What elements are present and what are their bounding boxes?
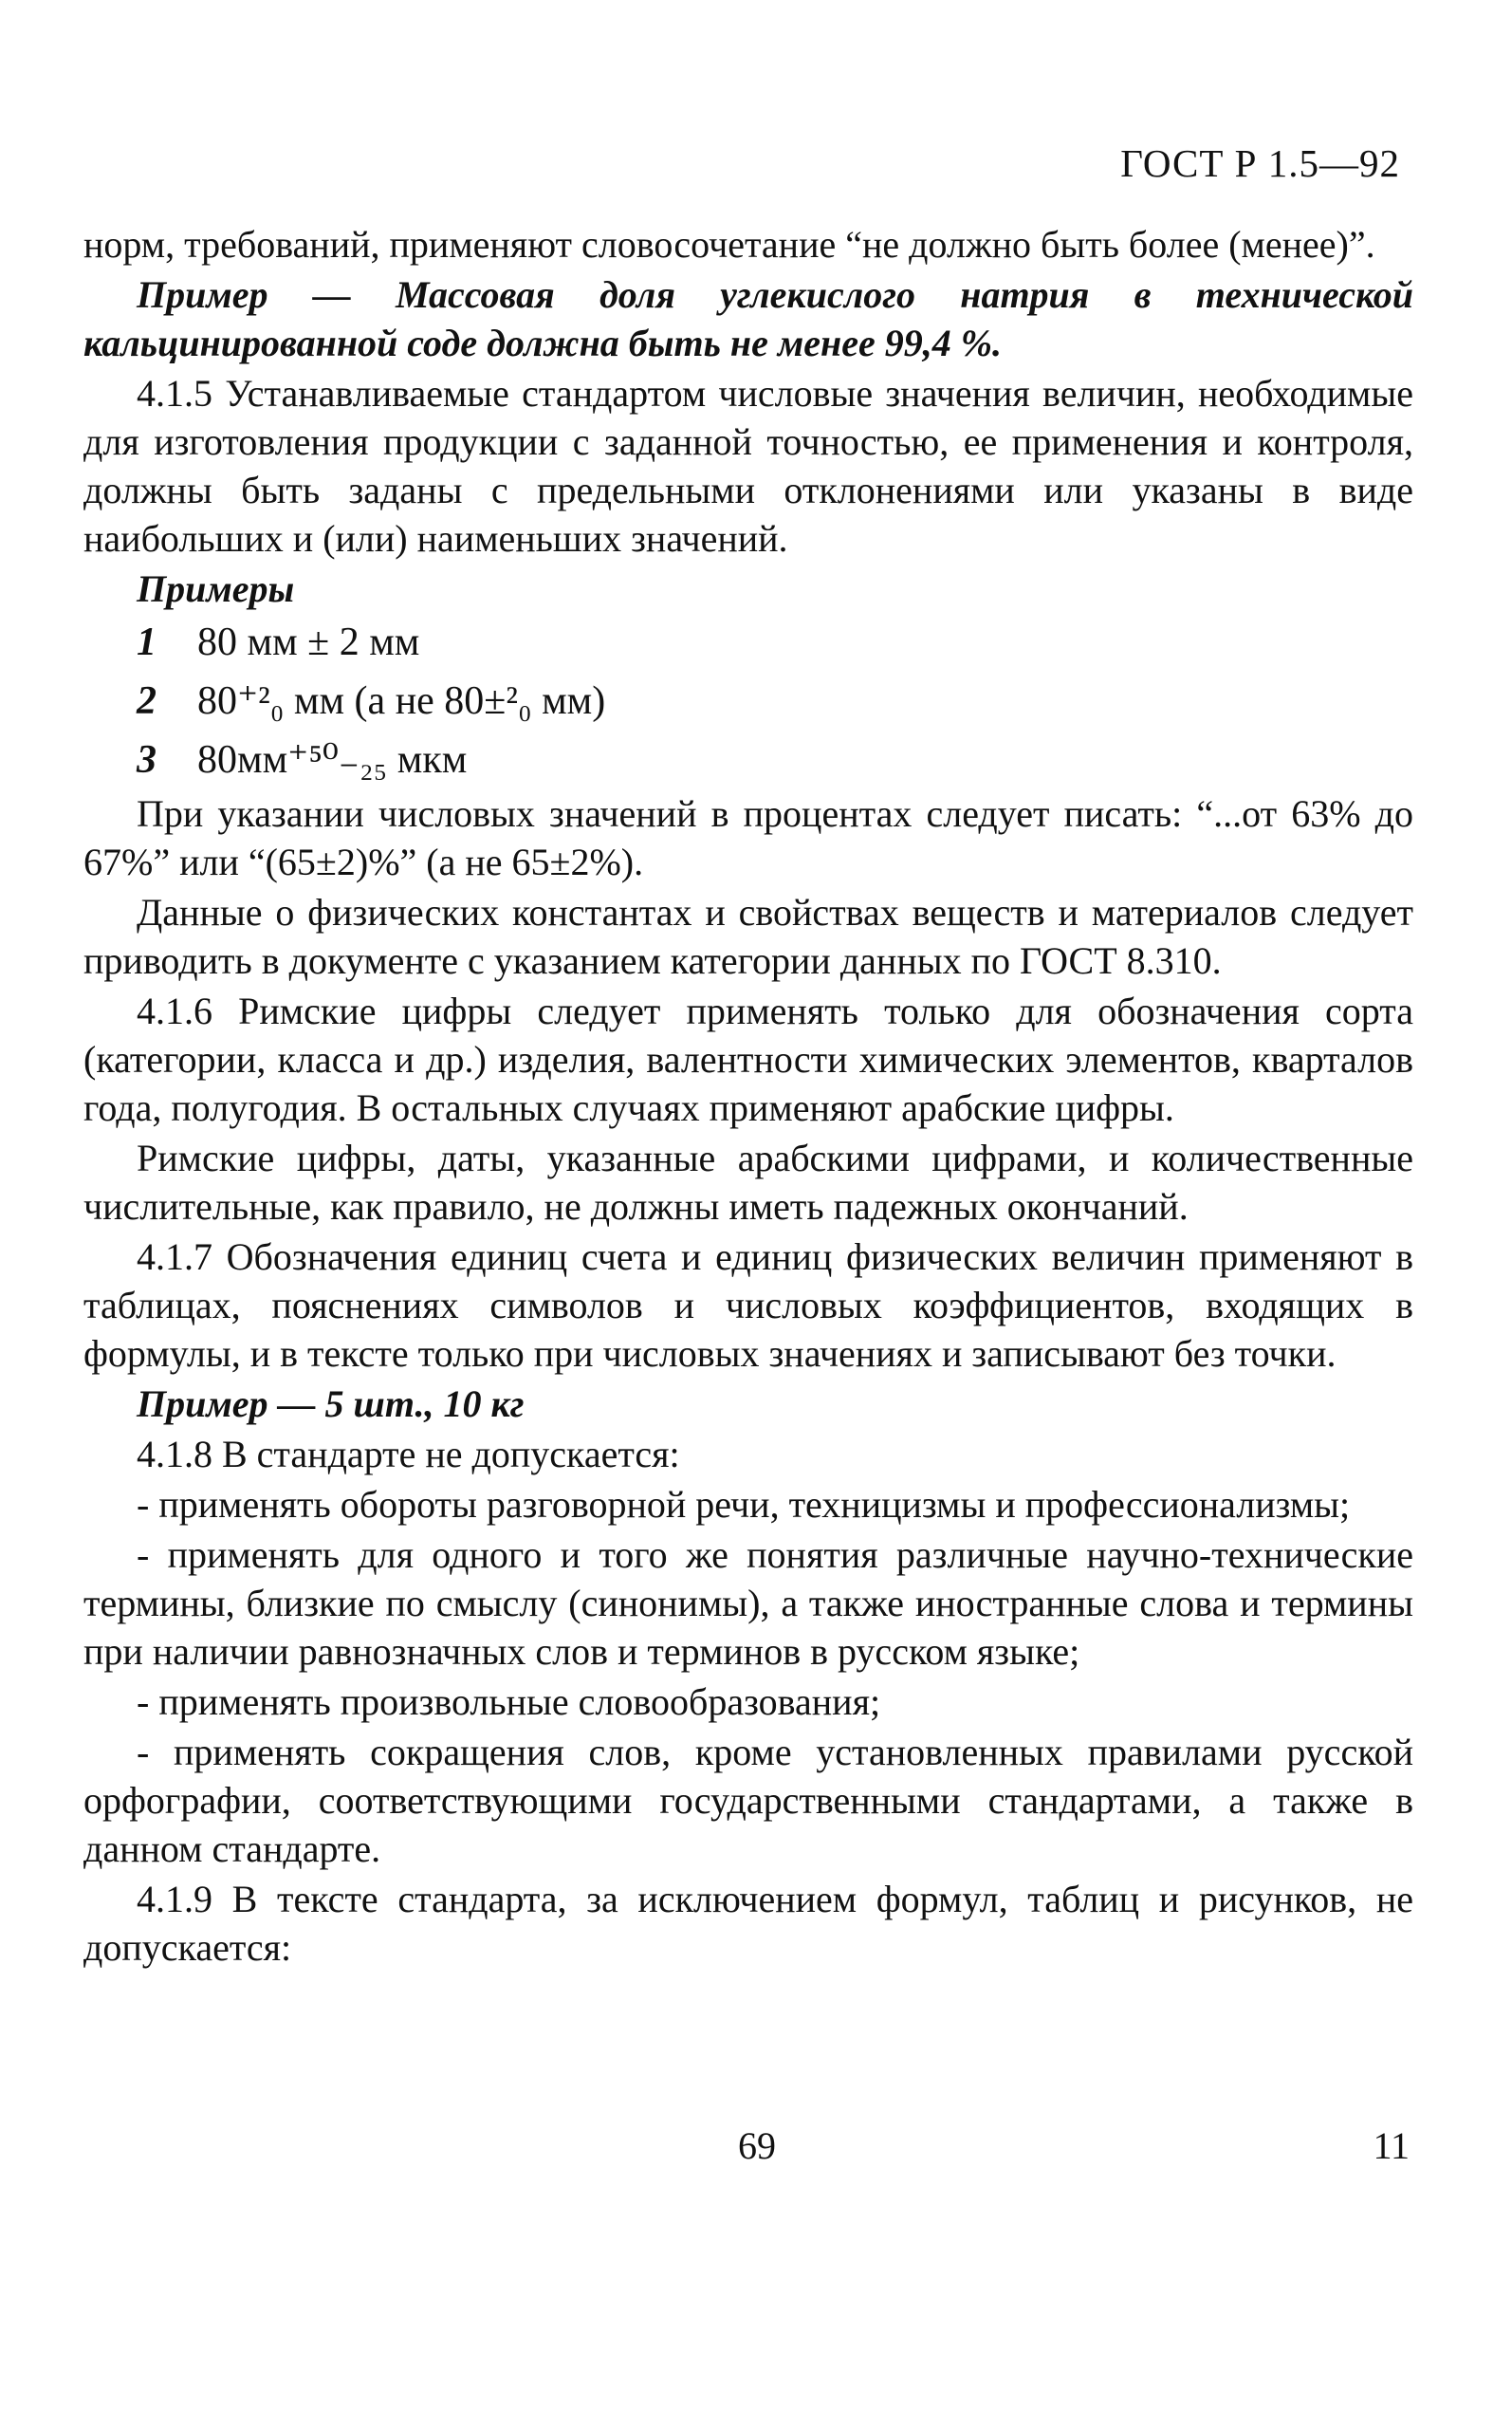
list-item: - применять произвольные словообразования;	[137, 1680, 881, 1723]
example-number: 1	[137, 621, 157, 664]
sheet-number: 11	[1373, 2124, 1410, 2167]
example-mass-fraction: Пример — Массовая доля углекислого натрия в технической кальцинированной соде должна быть не менее 99,4 %.	[83, 273, 1413, 364]
paragraph-continuation: норм, требований, применяют словосочетание “не должно быть более (менее)”.	[83, 223, 1375, 266]
paragraph-4-1-9: 4.1.9 В тексте стандарта, за исключением формул, таблиц и рисунков, не допускается:	[83, 1878, 1413, 1969]
document-code: ГОСТ Р 1.5—92	[1120, 141, 1400, 185]
examples-heading: Примеры	[137, 567, 295, 610]
paragraph-percent: При указании числовых значений в процентах следует писать: “...от 63% до 67%” или “(65±2)%” (а не 65±2%).	[83, 792, 1413, 883]
example-item	[83, 731, 1413, 789]
paragraph-4-1-8: 4.1.8 В стандарте не допускается:	[137, 1433, 680, 1475]
example-number: 3	[137, 738, 157, 782]
paragraph-constants: Данные о физических константах и свойствах веществ и материалов следует приводить в документе с указанием категории данных по ГОСТ 8.310.	[83, 891, 1413, 982]
list-item: - применять сокращения слов, кроме установленных правилами русской орфографии, соответствующими государственными стандартами, а также в данном стандарте.	[83, 1731, 1413, 1870]
example-text: 80⁺²₀ мм (а не 80±²₀ мм)	[197, 679, 606, 723]
example-number: 2	[137, 679, 157, 723]
example-item	[83, 613, 1413, 672]
list-item: - применять для одного и того же понятия различные научно-технические термины, близкие по смыслу (синонимы), а также иностранные слова и термины при наличии равнозначных слов и терминов в русском языке;	[83, 1533, 1413, 1673]
paragraph-4-1-5: 4.1.5 Устанавливаемые стандартом числовые значения величин, необходимые для изготовления продукции с заданной точностью, ее применения и контроля, должны быть заданы с предельными отклонениями или указаны в виде наибольших и (или) наименьших значений.	[83, 372, 1413, 560]
page-content	[83, 220, 1413, 1974]
paragraph-roman-numerals: Римские цифры, даты, указанные арабскими цифрами, и количественные числительные, как правило, не должны иметь падежных окончаний.	[83, 1137, 1413, 1228]
example-text: 80 мм ± 2 мм	[197, 621, 420, 664]
example-item	[83, 672, 1413, 731]
example-text: 80мм⁺⁵⁰₋₂₅ мкм	[197, 738, 468, 782]
paragraph-4-1-7: 4.1.7 Обозначения единиц счета и единиц физических величин применяют в таблицах, пояснениях символов и числовых коэффициентов, входящих в формулы, и в тексте только при числовых значениях и записывают без точки.	[83, 1235, 1413, 1375]
paragraph-4-1-6: 4.1.6 Римские цифры следует применять только для обозначения сорта (категории, класса и др.) изделия, валентности химических элементов, кварталов года, полугодия. В остальных случаях применяют арабские цифры.	[83, 990, 1413, 1129]
list-item: - применять обороты разговорной речи, техницизмы и профессионализмы;	[137, 1483, 1351, 1526]
example-units: Пример — 5 шт., 10 кг	[137, 1382, 525, 1425]
page-number: 69	[738, 2124, 776, 2167]
